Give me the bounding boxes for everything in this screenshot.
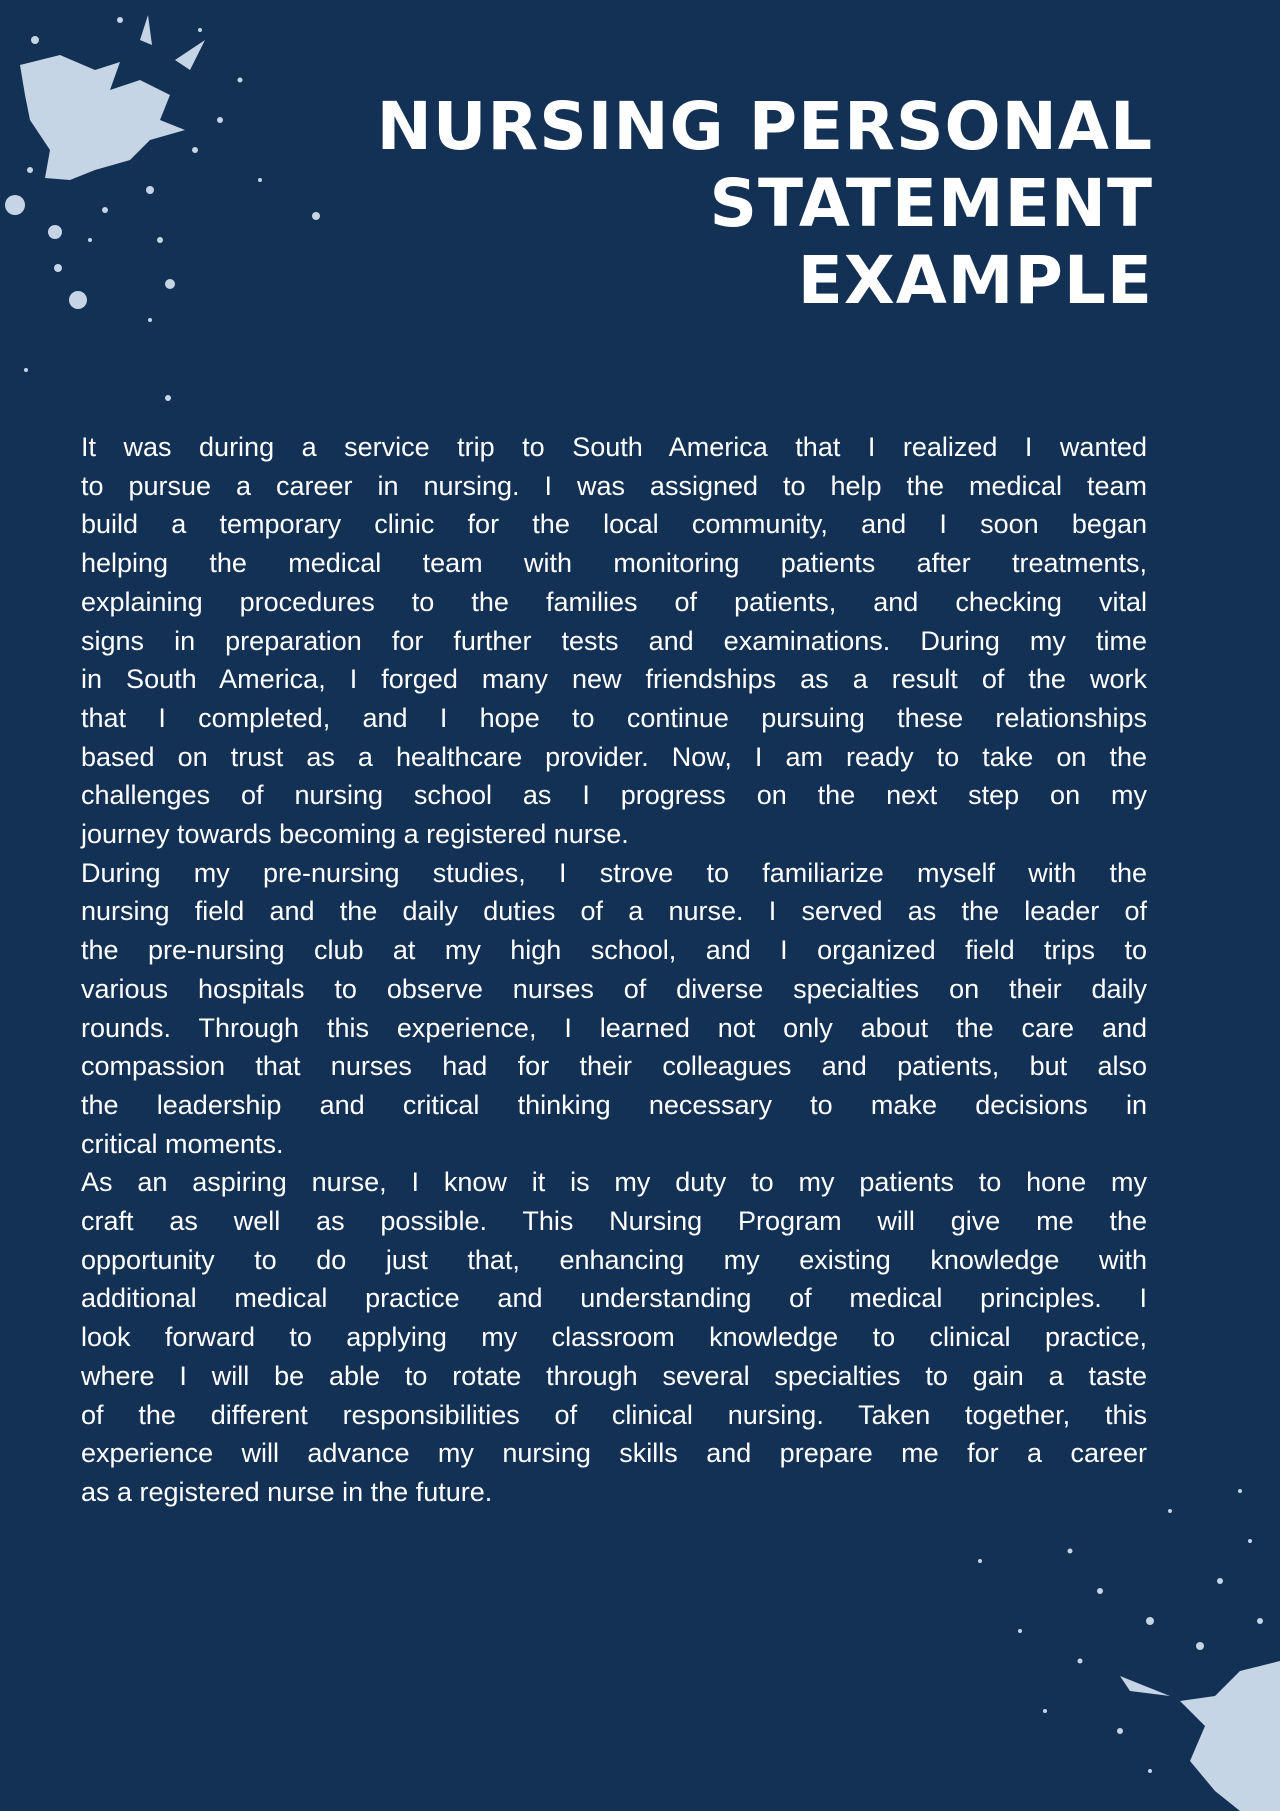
text-line: During my pre-nursing studies, I strove to familiarize myself with the: [81, 857, 1147, 888]
text-line: based on trust as a healthcare provider. Now, I am ready to take on the: [81, 741, 1147, 772]
text-line: that I completed, and I hope to continue pursuing these relationships: [81, 702, 1147, 733]
text-line: look forward to applying my classroom knowledge to clinical practice,: [81, 1322, 1147, 1353]
text-line: rounds. Through this experience, I learned not only about the care and: [81, 1012, 1147, 1043]
text-line: explaining procedures to the families of patients, and checking vital: [81, 586, 1147, 617]
paragraph: [81, 854, 1147, 1164]
text-line: build a temporary clinic for the local community, and I soon began: [81, 509, 1147, 540]
text-line: to pursue a career in nursing. I was assigned to help the medical team: [81, 470, 1147, 501]
paragraph: [81, 1163, 1147, 1511]
text-line: compassion that nurses had for their colleagues and patients, but also: [81, 1051, 1147, 1082]
text-line: in South America, I forged many new friendships as a result of the work: [81, 664, 1147, 695]
text-line: As an aspiring nurse, I know it is my duty to my patients to hone my: [81, 1167, 1147, 1198]
text-line: additional medical practice and understanding of medical principles. I: [81, 1283, 1147, 1314]
text-line: where I will be able to rotate through several specialties to gain a taste: [81, 1360, 1147, 1391]
text-line: helping the medical team with monitoring patients after treatments,: [81, 548, 1147, 579]
title-line: EXAMPLE: [797, 242, 1153, 319]
text-line: challenges of nursing school as I progress on the next step on my: [81, 780, 1147, 811]
text-line: journey towards becoming a registered nurse.: [81, 819, 629, 850]
text-line: experience will advance my nursing skills and prepare me for a career: [81, 1438, 1147, 1469]
text-line: the leadership and critical thinking necessary to make decisions in: [81, 1089, 1147, 1120]
text-line: as a registered nurse in the future.: [81, 1476, 493, 1507]
page-title: [377, 88, 1153, 319]
text-line: craft as well as possible. This Nursing Program will give me the: [81, 1206, 1147, 1237]
text-line: of the different responsibilities of clinical nursing. Taken together, this: [81, 1399, 1147, 1430]
text-line: signs in preparation for further tests and examinations. During my time: [81, 625, 1147, 656]
text-line: various hospitals to observe nurses of diverse specialties on their daily: [81, 973, 1147, 1004]
text-line: opportunity to do just that, enhancing my existing knowledge with: [81, 1244, 1147, 1275]
paragraph: [81, 428, 1147, 854]
title-line: STATEMENT: [709, 165, 1153, 242]
text-line: critical moments.: [81, 1128, 284, 1159]
text-line: nursing field and the daily duties of a nurse. I served as the leader of: [81, 896, 1147, 927]
title-line: NURSING PERSONAL: [376, 88, 1153, 165]
paint-splatter-top-left: [0, 0, 420, 420]
text-line: the pre-nursing club at my high school, and I organized field trips to: [81, 935, 1147, 966]
text-line: It was during a service trip to South America that I realized I wanted: [81, 432, 1147, 462]
statement-body: [81, 428, 1147, 1512]
